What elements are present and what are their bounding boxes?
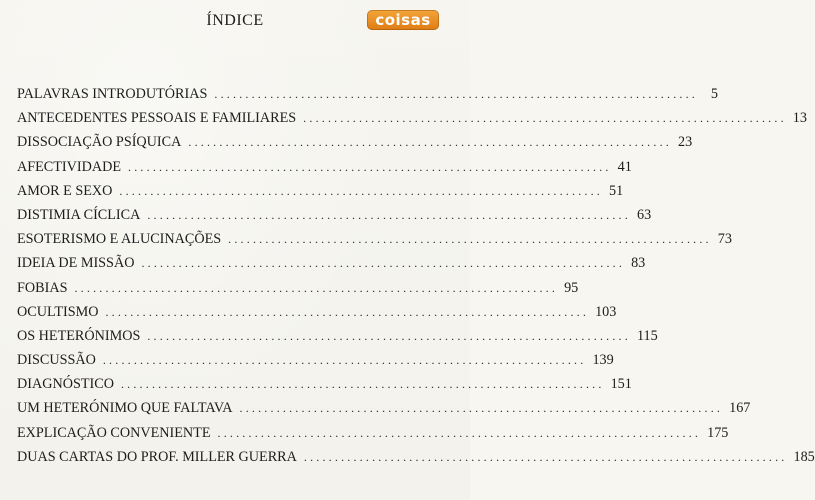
dot-leader: .............................................................................. [105, 304, 590, 319]
toc-entry-page: 5 [710, 86, 718, 102]
dot-leader: .............................................................................. [147, 328, 631, 343]
toc-entry-page: 51 [609, 182, 624, 199]
dot-leader: .............................................................................. [303, 111, 787, 126]
dot-leader: .............................................................................. [217, 425, 702, 440]
dot-leader: .............................................................................. [119, 183, 603, 198]
toc-entry-page: 185 [793, 448, 815, 465]
table-of-contents [17, 86, 815, 473]
toc-entry-title: ANTECEDENTES PESSOAIS E FAMILIARES [17, 110, 297, 127]
toc-entry-title: OS HETERÓNIMOS [17, 327, 141, 344]
toc-entry-title: OCULTISMO [17, 303, 99, 320]
dot-leader: .............................................................................. [141, 256, 626, 271]
toc-entry-page: 103 [595, 303, 617, 320]
toc-entry [17, 158, 632, 183]
dot-leader: .............................................................................. [188, 135, 672, 150]
toc-entry-title: DISCUSSÃO [17, 352, 96, 369]
page-title: ÍNDICE [206, 12, 264, 29]
dot-leader: .............................................................................. [214, 87, 698, 101]
toc-entry [17, 86, 718, 110]
toc-entry-title: IDEIA DE MISSÃO [17, 255, 135, 272]
toc-entry-title: AMOR E SEXO [17, 182, 113, 199]
dot-leader: .............................................................................. [102, 353, 587, 368]
toc-entry-title: FOBIAS [17, 279, 68, 296]
toc-entry-page: 41 [617, 158, 632, 175]
toc-entry-title: DISSOCIAÇÃO PSÍQUICA [17, 134, 182, 151]
toc-entry [17, 424, 729, 449]
toc-entry-title: DIAGNÓSTICO [17, 376, 114, 393]
dot-leader: .............................................................................. [239, 401, 724, 416]
toc-entry-page: 139 [592, 352, 614, 369]
toc-entry [17, 255, 646, 279]
toc-entry-page: 167 [729, 400, 751, 417]
toc-entry-page: 115 [636, 327, 658, 344]
toc-entry-title: ESOTERISMO E ALUCINAÇÕES [17, 231, 222, 248]
toc-entry-page: 23 [677, 134, 693, 151]
toc-entry-page: 151 [610, 376, 632, 393]
toc-entry-title: UM HETERÓNIMO QUE FALTAVA [17, 400, 233, 417]
toc-entry-title: EXPLICAÇÃO CONVENIENTE [17, 424, 211, 441]
toc-entry [17, 279, 579, 304]
toc-entry-page: 63 [636, 206, 652, 223]
toc-entry-title: PALAVRAS INTRODUTÓRIAS [17, 86, 208, 102]
toc-entry [17, 231, 732, 255]
toc-entry [17, 352, 614, 376]
toc-entry-page: 13 [792, 110, 807, 127]
toc-entry [17, 134, 693, 158]
toc-entry [17, 376, 632, 400]
toc-entry [17, 303, 617, 328]
watermark-logo: coisas [367, 10, 439, 30]
dot-leader: .............................................................................. [120, 377, 605, 392]
toc-entry-page: 175 [707, 424, 729, 441]
toc-entry-page: 95 [564, 279, 579, 296]
toc-entry-title: AFECTIVIDADE [17, 158, 122, 175]
dot-leader: .............................................................................. [74, 280, 559, 295]
toc-entry [17, 182, 624, 207]
toc-entry [17, 327, 658, 352]
toc-entry [17, 206, 652, 231]
dot-leader: .............................................................................. [128, 159, 612, 174]
toc-entry-title: DUAS CARTAS DO PROF. MILLER GUERRA [17, 448, 297, 465]
toc-entry-title: DISTIMIA CÍCLICA [17, 206, 141, 223]
toc-entry-page: 73 [717, 231, 732, 248]
toc-entry [17, 110, 807, 134]
dot-leader: .............................................................................. [303, 449, 788, 464]
dot-leader: .............................................................................. [147, 207, 631, 222]
toc-entry-page: 83 [631, 255, 646, 272]
toc-entry [17, 448, 815, 473]
dot-leader: .............................................................................. [228, 232, 712, 247]
toc-entry [17, 400, 751, 424]
